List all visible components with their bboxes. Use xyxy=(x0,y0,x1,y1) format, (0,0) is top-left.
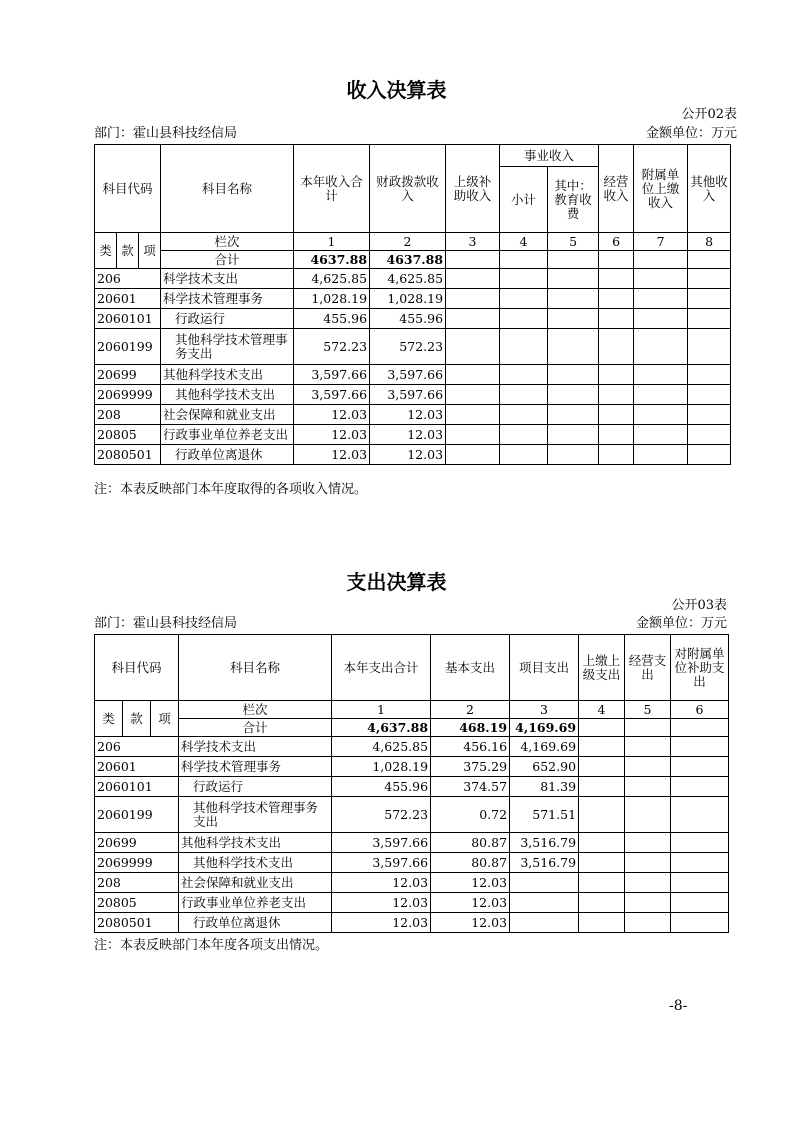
row-code: 206 xyxy=(95,737,179,757)
row-name: 科学技术支出 xyxy=(179,737,332,757)
header-fiscal: 财政拨款收入 xyxy=(370,145,446,233)
total-sum: 4637.88 xyxy=(294,251,370,269)
row-total: 572.23 xyxy=(332,797,431,833)
col-number: 4 xyxy=(579,701,625,719)
row-project: 652.90 xyxy=(510,757,579,777)
row-code: 208 xyxy=(95,405,161,425)
row-total: 572.23 xyxy=(294,329,370,365)
row-name: 科学技术支出 xyxy=(161,269,294,289)
row-fiscal: 4,625.85 xyxy=(370,269,446,289)
table-row xyxy=(95,737,729,757)
header-basic: 基本支出 xyxy=(431,635,510,701)
row-fiscal: 1,028.19 xyxy=(370,289,446,309)
header-lei: 类 xyxy=(95,233,117,269)
row-total: 455.96 xyxy=(294,309,370,329)
row-code: 20699 xyxy=(95,833,179,853)
header-business: 事业收入 xyxy=(500,145,599,167)
col-number: 2 xyxy=(431,701,510,719)
row-project xyxy=(510,913,579,933)
header-subtotal: 小计 xyxy=(500,167,548,233)
total-project: 4,169.69 xyxy=(510,719,579,737)
header-affiliated: 附属单位上缴收入 xyxy=(634,145,688,233)
row-code: 208 xyxy=(95,873,179,893)
header-kuan: 款 xyxy=(123,701,151,737)
row-basic: 456.16 xyxy=(431,737,510,757)
table-row xyxy=(95,797,729,833)
income-department: 部门：霍山县科技经信局 xyxy=(94,126,238,141)
row-total: 3,597.66 xyxy=(332,833,431,853)
col-number: 5 xyxy=(625,701,671,719)
expense-title: 支出决算表 xyxy=(346,570,447,594)
row-fiscal: 572.23 xyxy=(370,329,446,365)
expense-unit: 金额单位：万元 xyxy=(635,616,727,631)
row-total: 4,625.85 xyxy=(332,737,431,757)
table-row xyxy=(95,289,731,309)
row-code: 20601 xyxy=(95,757,179,777)
row-basic: 374.57 xyxy=(431,777,510,797)
header-affiliated: 对附属单位补助支出 xyxy=(671,635,729,701)
header-heji: 合计 xyxy=(161,251,294,269)
row-project xyxy=(510,873,579,893)
row-total: 12.03 xyxy=(294,405,370,425)
col-number: 5 xyxy=(548,233,599,251)
row-project: 571.51 xyxy=(510,797,579,833)
col-number: 6 xyxy=(599,233,634,251)
row-name: 行政运行 xyxy=(161,309,294,329)
income-note: 注：本表反映部门本年度取得的各项收入情况。 xyxy=(94,482,368,497)
row-project: 3,516.79 xyxy=(510,853,579,873)
header-code: 科目代码 xyxy=(95,145,161,233)
col-number: 8 xyxy=(688,233,731,251)
header-total: 本年支出合计 xyxy=(332,635,431,701)
header-kuan: 款 xyxy=(117,233,139,269)
col-number: 6 xyxy=(671,701,729,719)
header-name: 科目名称 xyxy=(179,635,332,701)
header-code: 科目代码 xyxy=(95,635,179,701)
table-row xyxy=(95,913,729,933)
row-total: 1,028.19 xyxy=(332,757,431,777)
row-basic: 12.03 xyxy=(431,913,510,933)
row-total: 12.03 xyxy=(332,893,431,913)
row-code: 2060199 xyxy=(95,329,161,365)
row-code: 2069999 xyxy=(95,853,179,873)
row-fiscal: 12.03 xyxy=(370,445,446,465)
header-operating: 经营收入 xyxy=(599,145,634,233)
row-code: 2060199 xyxy=(95,797,179,833)
col-number: 3 xyxy=(510,701,579,719)
row-basic: 375.29 xyxy=(431,757,510,777)
row-name: 行政单位离退休 xyxy=(179,913,332,933)
page-number: -8- xyxy=(669,998,688,1014)
row-fiscal: 12.03 xyxy=(370,405,446,425)
table-row xyxy=(95,329,731,365)
row-fiscal: 3,597.66 xyxy=(370,365,446,385)
col-number: 3 xyxy=(446,233,500,251)
table-row xyxy=(95,833,729,853)
row-project: 4,169.69 xyxy=(510,737,579,757)
header-superior: 上缴上级支出 xyxy=(579,635,625,701)
row-name: 其他科学技术支出 xyxy=(179,853,332,873)
col-number: 4 xyxy=(500,233,548,251)
header-other: 其他收入 xyxy=(688,145,731,233)
row-total: 3,597.66 xyxy=(294,385,370,405)
row-name: 科学技术管理事务 xyxy=(161,289,294,309)
row-name: 社会保障和就业支出 xyxy=(161,405,294,425)
row-name: 行政运行 xyxy=(179,777,332,797)
col-number: 1 xyxy=(332,701,431,719)
row-name: 行政事业单位养老支出 xyxy=(161,425,294,445)
header-total: 本年收入合计 xyxy=(294,145,370,233)
row-code: 20805 xyxy=(95,893,179,913)
row-basic: 12.03 xyxy=(431,873,510,893)
row-basic: 0.72 xyxy=(431,797,510,833)
header-lanci: 栏次 xyxy=(161,233,294,251)
row-total: 12.03 xyxy=(294,425,370,445)
row-fiscal: 12.03 xyxy=(370,425,446,445)
header-heji: 合计 xyxy=(179,719,332,737)
row-project xyxy=(510,893,579,913)
table-row xyxy=(95,425,731,445)
row-code: 20699 xyxy=(95,365,161,385)
row-name: 其他科学技术支出 xyxy=(161,365,294,385)
row-project: 3,516.79 xyxy=(510,833,579,853)
row-fiscal: 455.96 xyxy=(370,309,446,329)
row-code: 206 xyxy=(95,269,161,289)
row-total: 12.03 xyxy=(294,445,370,465)
income-table xyxy=(94,144,731,465)
table-row xyxy=(95,405,731,425)
row-name: 其他科学技术管理事务支出 xyxy=(161,329,294,365)
income-form-number: 公开02表 xyxy=(681,107,737,122)
table-row xyxy=(95,853,729,873)
row-total: 1,028.19 xyxy=(294,289,370,309)
header-superior: 上级补助收入 xyxy=(446,145,500,233)
row-code: 20805 xyxy=(95,425,161,445)
table-row xyxy=(95,445,731,465)
row-total: 12.03 xyxy=(332,913,431,933)
table-row xyxy=(95,385,731,405)
table-row xyxy=(95,757,729,777)
row-code: 2060101 xyxy=(95,777,179,797)
row-total: 4,625.85 xyxy=(294,269,370,289)
total-basic: 468.19 xyxy=(431,719,510,737)
header-lei: 类 xyxy=(95,701,123,737)
expense-department: 部门：霍山县科技经信局 xyxy=(94,616,238,631)
header-xiang: 项 xyxy=(139,233,161,269)
header-operating: 经营支出 xyxy=(625,635,671,701)
expense-note: 注：本表反映部门本年度各项支出情况。 xyxy=(94,938,329,953)
table-row xyxy=(95,777,729,797)
total-fiscal: 4637.88 xyxy=(370,251,446,269)
col-number: 1 xyxy=(294,233,370,251)
row-code: 20601 xyxy=(95,289,161,309)
total-sum: 4,637.88 xyxy=(332,719,431,737)
row-total: 12.03 xyxy=(332,873,431,893)
row-total: 3,597.66 xyxy=(332,853,431,873)
row-total: 3,597.66 xyxy=(294,365,370,385)
col-number: 2 xyxy=(370,233,446,251)
income-unit: 金额单位：万元 xyxy=(645,126,737,141)
header-project: 项目支出 xyxy=(510,635,579,701)
row-code: 2080501 xyxy=(95,913,179,933)
row-code: 2069999 xyxy=(95,385,161,405)
table-row xyxy=(95,309,731,329)
table-row xyxy=(95,873,729,893)
header-xiang: 项 xyxy=(151,701,179,737)
header-name: 科目名称 xyxy=(161,145,294,233)
row-basic: 80.87 xyxy=(431,853,510,873)
expense-table xyxy=(94,634,729,933)
row-basic: 80.87 xyxy=(431,833,510,853)
row-code: 2080501 xyxy=(95,445,161,465)
table-row xyxy=(95,365,731,385)
income-title: 收入决算表 xyxy=(346,78,447,102)
row-basic: 12.03 xyxy=(431,893,510,913)
row-name: 行政事业单位养老支出 xyxy=(179,893,332,913)
row-name: 社会保障和就业支出 xyxy=(179,873,332,893)
row-fiscal: 3,597.66 xyxy=(370,385,446,405)
header-lanci: 栏次 xyxy=(179,701,332,719)
expense-form-number: 公开03表 xyxy=(671,598,727,613)
header-edu: 其中：教育收费 xyxy=(548,167,599,233)
row-name: 其他科学技术支出 xyxy=(161,385,294,405)
table-row xyxy=(95,269,731,289)
row-total: 455.96 xyxy=(332,777,431,797)
row-name: 其他科学技术管理事务支出 xyxy=(179,797,332,833)
row-name: 行政单位离退休 xyxy=(161,445,294,465)
row-code: 2060101 xyxy=(95,309,161,329)
row-project: 81.39 xyxy=(510,777,579,797)
table-row xyxy=(95,893,729,913)
row-name: 其他科学技术支出 xyxy=(179,833,332,853)
row-name: 科学技术管理事务 xyxy=(179,757,332,777)
col-number: 7 xyxy=(634,233,688,251)
